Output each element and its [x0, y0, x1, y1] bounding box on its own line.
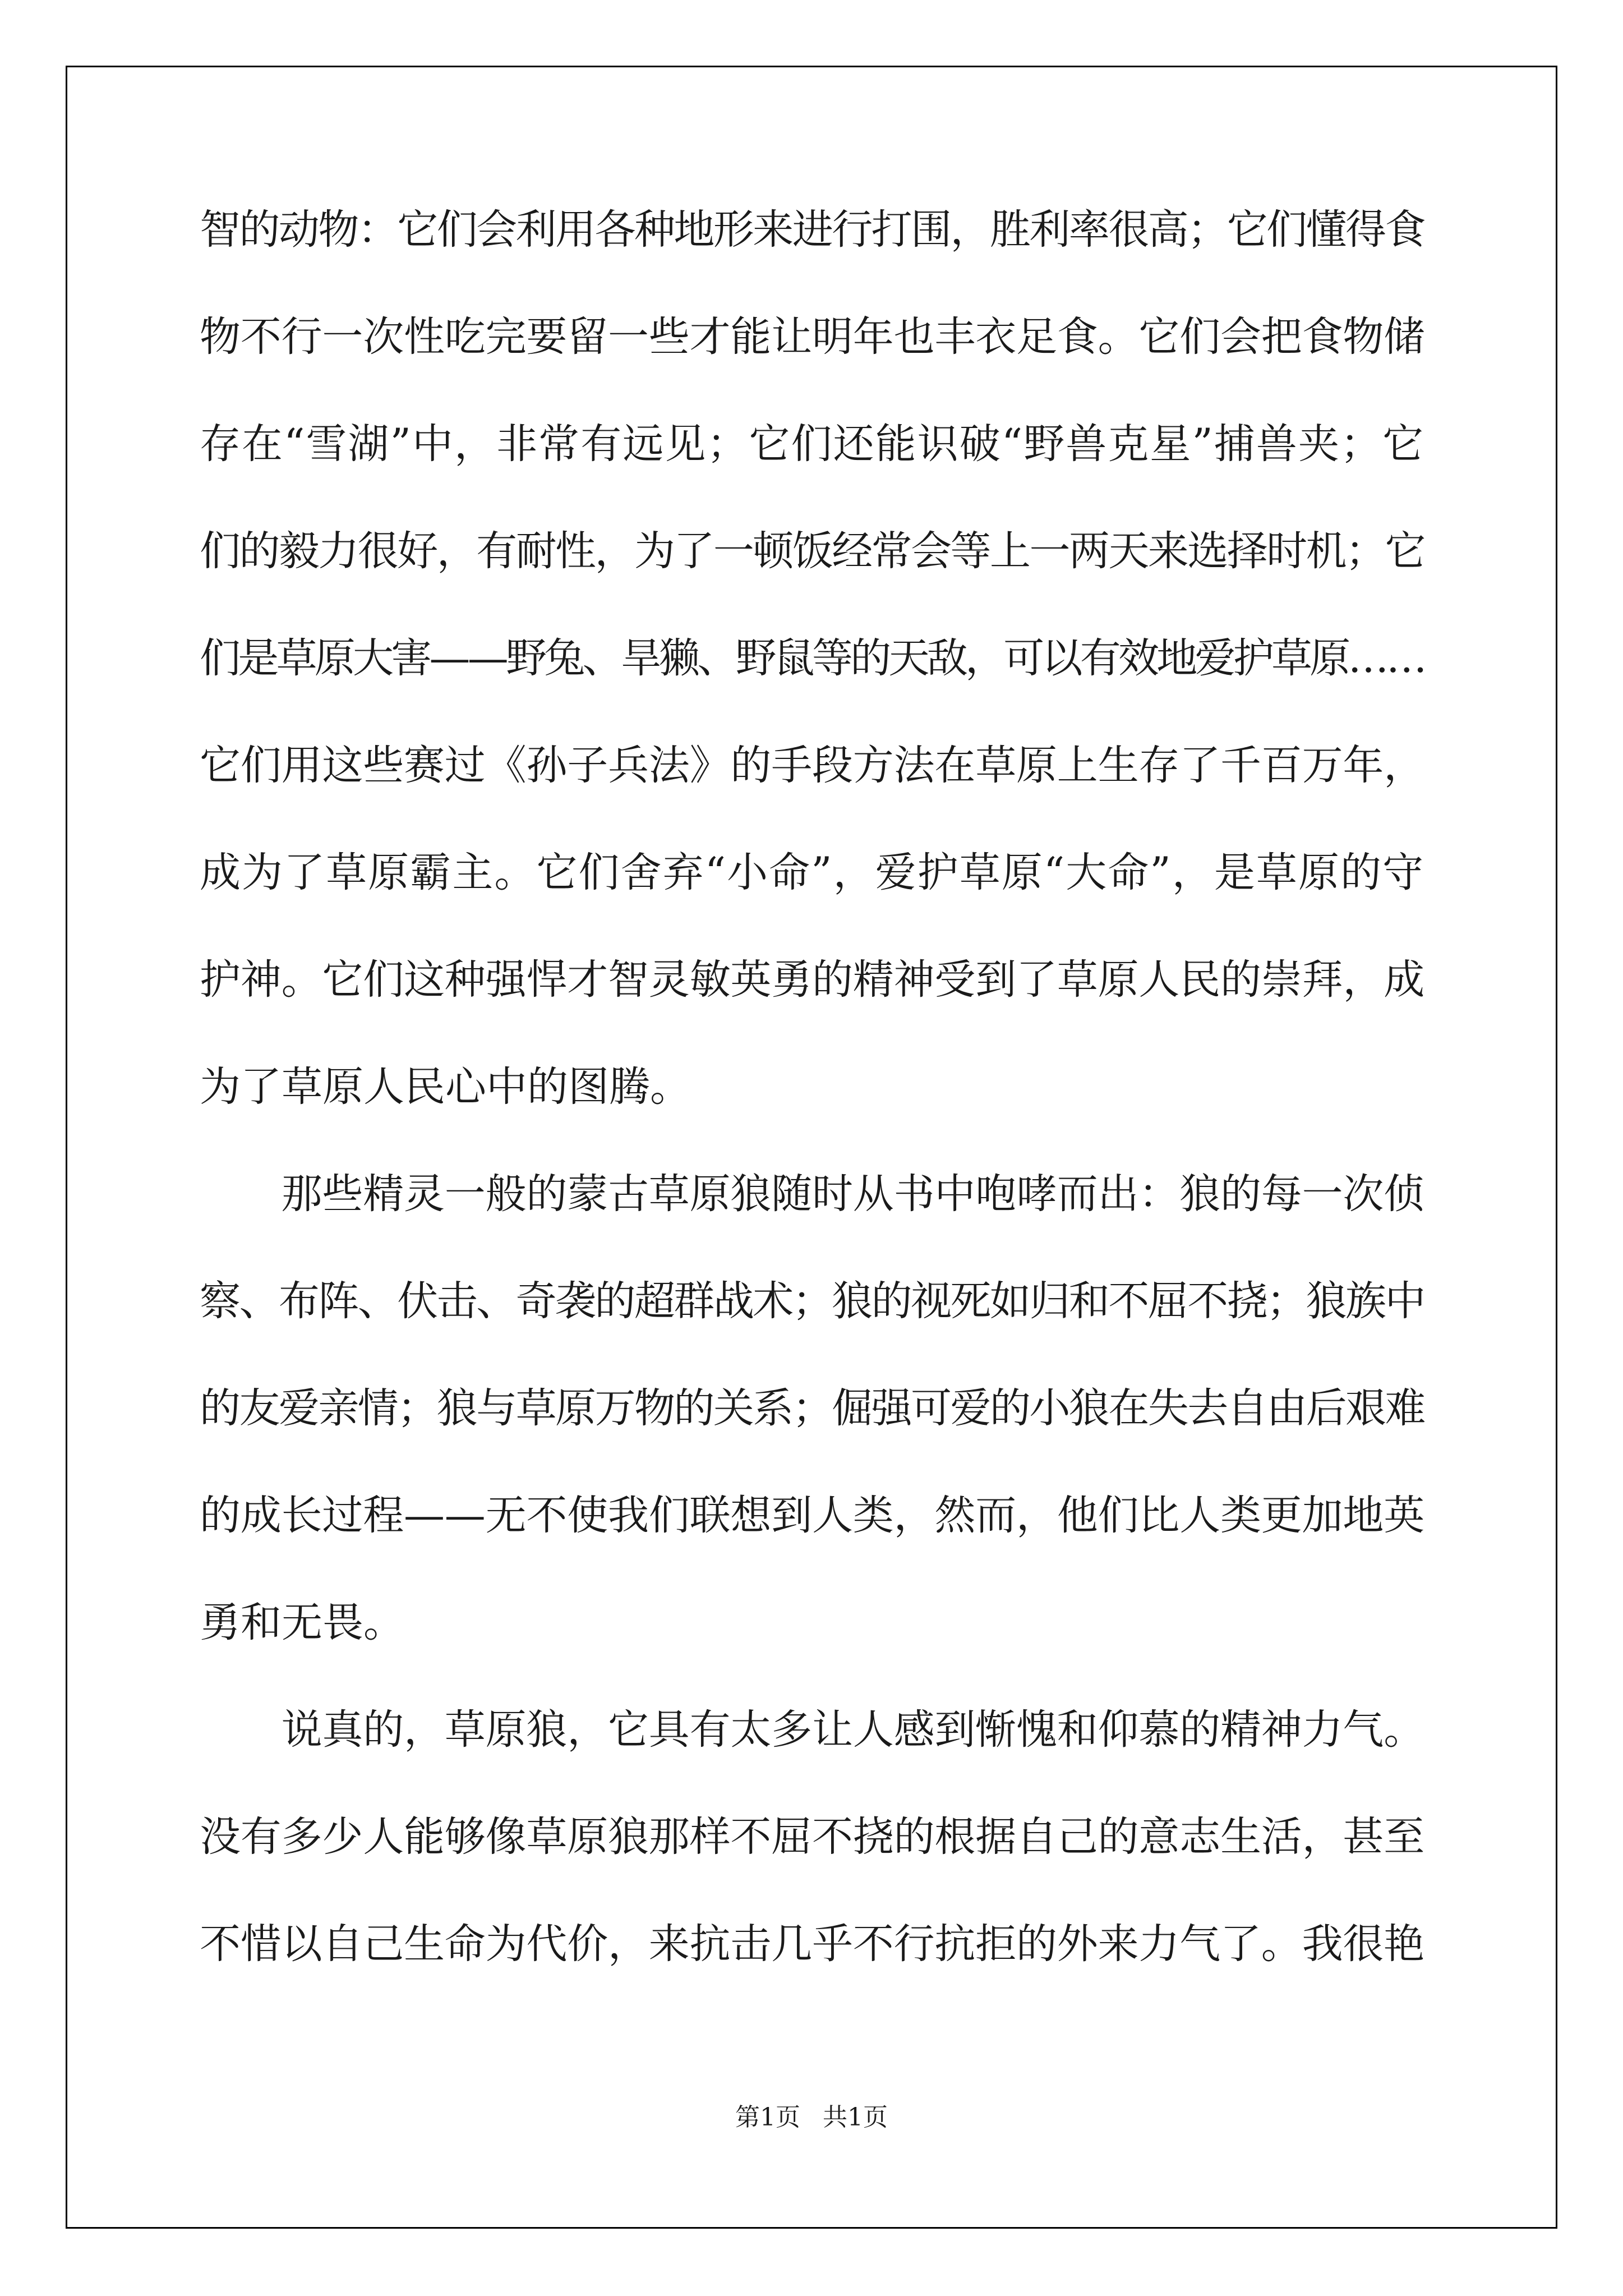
- text-line: 勇和无畏。: [200, 1599, 404, 1646]
- text-line: 为了草原人民心中的图腾。: [200, 1063, 691, 1111]
- text-line: 存在“雪湖”中，非常有远见；它们还能识破“野兽克星”捕兽夹；它: [200, 420, 1425, 468]
- text-line: 它们用这些赛过《孙子兵法》的手段方法在草原上生存了千百万年，: [200, 742, 1424, 789]
- page-footer: [0, 2101, 1623, 2134]
- text-line: 们是草原大害——野兔、旱獭、野鼠等的天敌，可以有效地爱护草原……: [200, 634, 1424, 682]
- text-line: 不惜以自己生命为代价，来抗击几乎不行抗拒的外来力气了。我很艳: [200, 1920, 1424, 1968]
- text-line: 说真的，草原狼，它具有太多让人感到惭愧和仰慕的精神力气。: [200, 1706, 1424, 1754]
- text-line: 护神。它们这种强悍才智灵敏英勇的精神受到了草原人民的崇拜，成: [200, 956, 1424, 1004]
- page-frame: [66, 66, 1557, 2229]
- text-line: 没有多少人能够像草原狼那样不屈不挠的根据自己的意志生活，甚至: [200, 1813, 1424, 1861]
- page-number: 第1页: [735, 2103, 800, 2132]
- text-line: 们的毅力很好，有耐性，为了一顿饭经常会等上一两天来选择时机；它: [200, 527, 1424, 575]
- text-line: 物不行一次性吃完要留一些才能让明年也丰衣足食。它们会把食物储: [200, 313, 1424, 361]
- text-line: 智的动物：它们会利用各种地形来进行打围，胜利率很高；它们懂得食: [200, 206, 1424, 254]
- text-line: 的成长过程——无不使我们联想到人类，然而，他们比人类更加地英: [200, 1492, 1424, 1539]
- text-line: 那些精灵一般的蒙古草原狼随时从书中咆哮而出：狼的每一次侦: [200, 1170, 1424, 1218]
- text-line: 察、布阵、伏击、奇袭的超群战术；狼的视死如归和不屈不挠；狼族中: [200, 1277, 1424, 1325]
- text-line: 的友爱亲情；狼与草原万物的关系；倔强可爱的小狼在失去自由后艰难: [200, 1384, 1424, 1432]
- text-line: 成为了草原霸主。它们舍弃“小命”，爱护草原“大命”，是草原的守: [200, 849, 1425, 896]
- page-total: 共1页: [823, 2103, 888, 2132]
